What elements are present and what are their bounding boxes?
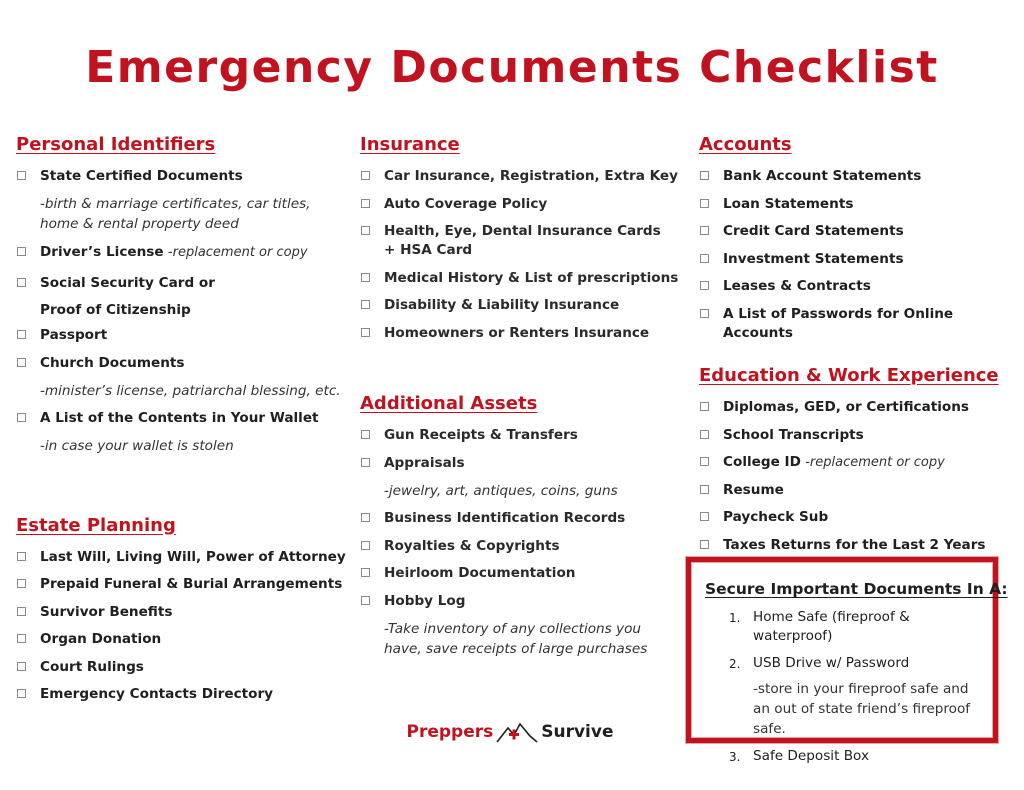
checklist-item[interactable]: Prepaid Funeral & Burial Arrangements <box>16 575 346 594</box>
checkbox[interactable] <box>700 171 709 180</box>
checklist-item[interactable]: Homeowners or Renters Insurance <box>360 324 680 343</box>
checkbox[interactable] <box>17 330 26 339</box>
estate-planning-list <box>16 548 346 705</box>
page-title: Emergency Documents Checklist <box>85 42 939 93</box>
checkbox[interactable] <box>17 607 26 616</box>
mountain-cross-icon <box>495 718 539 746</box>
checklist-item[interactable]: Gun Receipts & Transfers <box>360 426 680 445</box>
checkbox[interactable] <box>700 281 709 290</box>
checkbox[interactable] <box>700 430 709 439</box>
checkbox[interactable] <box>361 541 370 550</box>
checklist-item[interactable]: Bank Account Statements <box>699 167 1019 186</box>
checklist-item[interactable]: Paycheck Sub <box>699 508 1019 527</box>
checkbox[interactable] <box>700 254 709 263</box>
checkbox[interactable] <box>17 171 26 180</box>
column-left <box>16 134 346 713</box>
checkbox[interactable] <box>361 430 370 439</box>
logo-text-right: Survive <box>541 722 614 742</box>
checklist-item[interactable]: Driver’s License -replacement or copy <box>16 243 346 262</box>
checkbox[interactable] <box>700 485 709 494</box>
checklist-item[interactable]: Royalties & Copyrights <box>360 537 680 556</box>
secure-list-item: 2. USB Drive w/ Password -store in your fireproof safe and an out of state friend’s fireproof safe. <box>729 655 971 737</box>
checkbox[interactable] <box>700 226 709 235</box>
checklist-item[interactable]: Organ Donation <box>16 630 346 649</box>
checkbox[interactable] <box>17 247 26 256</box>
checkbox[interactable] <box>700 540 709 549</box>
checklist-item[interactable]: Business Identification Records <box>360 509 680 528</box>
insurance-heading: Insurance <box>360 134 460 155</box>
checklist-item[interactable]: Passport <box>16 326 346 345</box>
checklist-item[interactable]: Disability & Liability Insurance <box>360 296 680 315</box>
checkbox[interactable] <box>700 402 709 411</box>
checkbox[interactable] <box>700 309 709 318</box>
column-middle <box>360 134 680 667</box>
checkbox[interactable] <box>361 328 370 337</box>
education-work-heading: Education & Work Experience <box>699 365 999 386</box>
checklist-item[interactable]: Diplomas, GED, or Certifications <box>699 398 1019 417</box>
logo-text-left: Preppers <box>406 722 494 742</box>
logo <box>360 714 660 750</box>
secure-documents-list <box>705 608 979 766</box>
accounts-list <box>699 167 1019 343</box>
checkbox[interactable] <box>361 199 370 208</box>
checklist-item[interactable]: State Certified Documents -birth & marriage certificates, car titles, home & rental property deed <box>16 167 346 234</box>
checklist-item[interactable]: Medical History & List of prescriptions <box>360 269 680 288</box>
checkbox[interactable] <box>361 171 370 180</box>
checkbox[interactable] <box>17 579 26 588</box>
checkbox[interactable] <box>361 226 370 235</box>
insurance-list <box>360 167 680 343</box>
checkbox[interactable] <box>361 458 370 467</box>
checklist-item[interactable]: Resume <box>699 481 1019 500</box>
checklist-item[interactable]: Survivor Benefits <box>16 603 346 622</box>
secure-list-item: 3. Safe Deposit Box <box>729 748 869 764</box>
checklist-item[interactable]: School Transcripts <box>699 426 1019 445</box>
checklist-item[interactable]: Auto Coverage Policy <box>360 195 680 214</box>
checkbox[interactable] <box>17 358 26 367</box>
column-right <box>699 134 1019 563</box>
estate-planning-heading: Estate Planning <box>16 514 176 536</box>
additional-assets-heading: Additional Assets <box>360 393 538 414</box>
checklist-item[interactable]: Church Documents -minister’s license, patriarchal blessing, etc. <box>16 354 346 401</box>
checkbox[interactable] <box>17 634 26 643</box>
checklist-item[interactable]: Leases & Contracts <box>699 277 1019 296</box>
checkbox[interactable] <box>700 457 709 466</box>
checkbox[interactable] <box>700 199 709 208</box>
checklist-item[interactable]: Investment Statements <box>699 250 1019 269</box>
accounts-heading: Accounts <box>699 134 792 155</box>
checkbox[interactable] <box>361 300 370 309</box>
checklist-item[interactable]: Court Rulings <box>16 658 346 677</box>
checklist-item[interactable]: Appraisals -jewelry, art, antiques, coins, guns <box>360 454 680 501</box>
checklist-item[interactable]: Car Insurance, Registration, Extra Key <box>360 167 680 186</box>
checkbox[interactable] <box>17 662 26 671</box>
checklist-item[interactable]: Emergency Contacts Directory <box>16 685 346 704</box>
checklist-item[interactable]: A List of the Contents in Your Wallet -in case your wallet is stolen <box>16 409 346 456</box>
checkbox[interactable] <box>17 689 26 698</box>
checklist-item[interactable]: Heirloom Documentation <box>360 564 680 583</box>
checkbox[interactable] <box>361 273 370 282</box>
checkbox[interactable] <box>17 552 26 561</box>
checkbox[interactable] <box>361 596 370 605</box>
checkbox[interactable] <box>361 513 370 522</box>
checkbox[interactable] <box>17 278 26 287</box>
checklist-item[interactable]: Last Will, Living Will, Power of Attorney <box>16 548 346 567</box>
education-work-list <box>699 398 1019 555</box>
checklist-item[interactable]: College ID -replacement or copy <box>699 453 1019 472</box>
checkbox[interactable] <box>700 512 709 521</box>
personal-identifiers-list <box>16 167 346 456</box>
checklist-item[interactable]: Credit Card Statements <box>699 222 1019 241</box>
checklist-item[interactable]: Taxes Returns for the Last 2 Years <box>699 536 1019 555</box>
additional-assets-list <box>360 426 680 659</box>
checklist-item[interactable]: A List of Passwords for Online Accounts <box>699 305 1019 343</box>
checklist-item[interactable]: Hobby Log -Take inventory of any collections you have, save receipts of large purchases <box>360 592 680 659</box>
secure-list-item: 1. Home Safe (fireproof & waterproof) <box>729 609 910 644</box>
checkbox[interactable] <box>361 568 370 577</box>
checklist-item[interactable]: Health, Eye, Dental Insurance Cards + HSA Card <box>360 222 680 260</box>
checklist-item[interactable]: Social Security Card or Proof of Citizenship <box>16 270 346 324</box>
checklist-item[interactable]: Loan Statements <box>699 195 1019 214</box>
personal-identifiers-heading: Personal Identifiers <box>16 134 216 155</box>
checkbox[interactable] <box>17 413 26 422</box>
secure-documents-box <box>686 557 1008 764</box>
secure-documents-heading: Secure Important Documents In A: <box>705 580 1008 598</box>
